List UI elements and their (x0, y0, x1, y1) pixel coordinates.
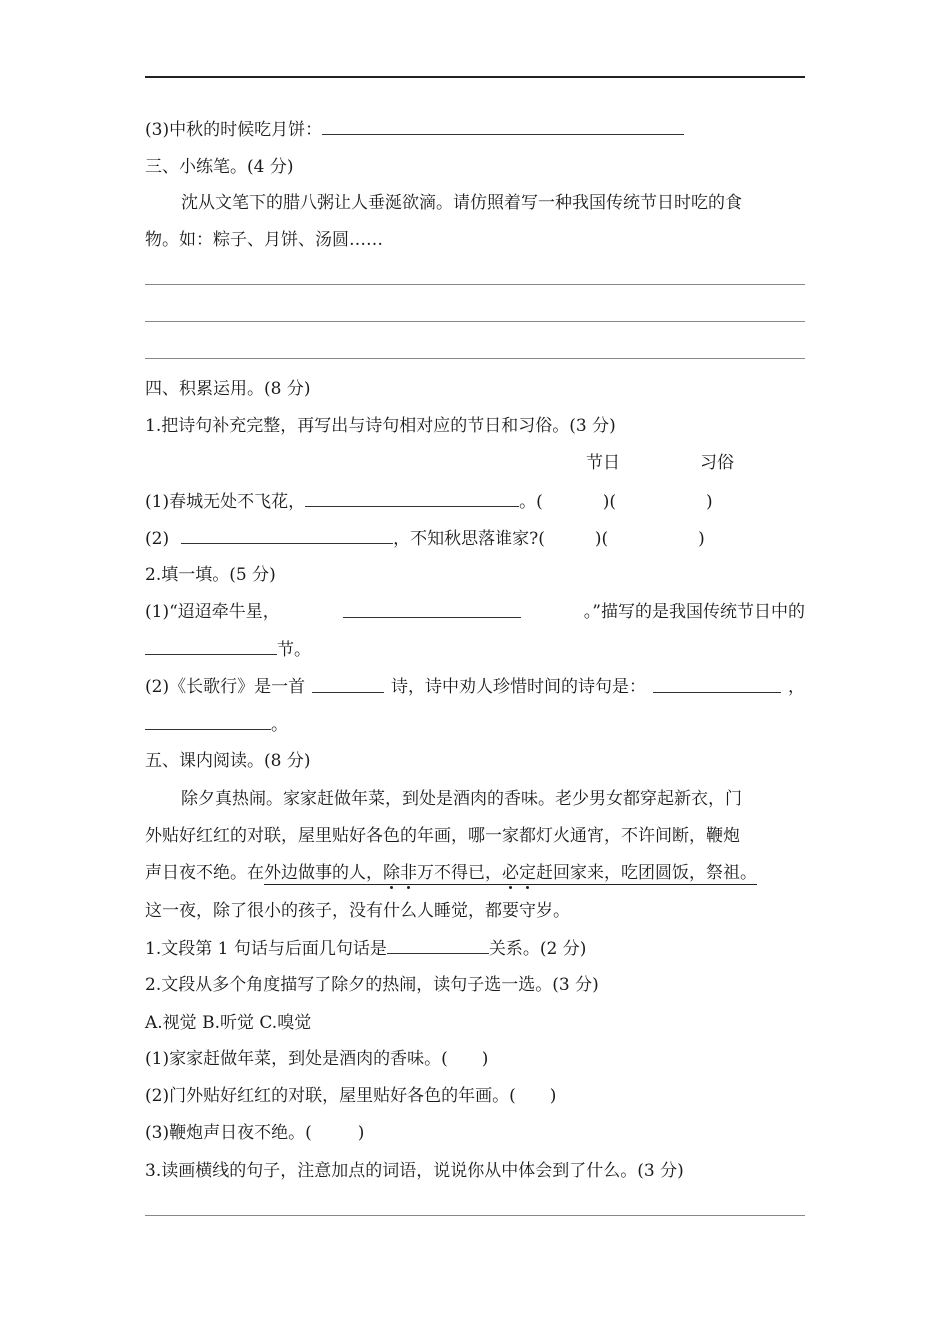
s5-q1: 1.文段第 1 句话与后面几句话是 关系。(2 分) (145, 939, 587, 959)
passage-line1: 除夕真热闹。家家赶做年菜，到处是酒肉的香味。老少男女都穿起新衣，门 (181, 789, 742, 809)
relation-blank[interactable] (387, 937, 489, 954)
section5-title: 五、课内阅读。(8 分) (145, 751, 311, 771)
poem-line-blank[interactable] (145, 713, 271, 730)
passage-line3: 声日夜不绝。在外边做事的人，除非万不得已，必定赶回家来，吃团圆饭，祭祖。 (145, 863, 757, 883)
poem-line-blank[interactable] (653, 676, 781, 693)
writing-line[interactable] (145, 284, 805, 285)
dotted-char: 非 (400, 863, 417, 883)
q3-mooncake: (3)中秋的时候吃月饼： (145, 118, 684, 141)
poem-blank[interactable] (305, 490, 519, 507)
column-custom: 习俗 (700, 453, 734, 473)
passage-line4: 这一夜，除了很小的孩子，没有什么人睡觉，都要守岁。 (145, 901, 570, 921)
s5-q3-title: 3.读画横线的句子，注意加点的词语，说说你从中体会到了什么。(3 分) (145, 1161, 684, 1181)
section4-q2-title: 2.填一填。(5 分) (145, 565, 276, 585)
q2-1-line2: 节。 (145, 638, 311, 661)
section3-prompt-line2: 物。如：粽子、月饼、汤圆…… (145, 230, 383, 250)
writing-line[interactable] (145, 321, 805, 322)
s5-q2-1: (1)家家赶做年菜，到处是酒肉的香味。( ) (145, 1049, 489, 1069)
festival-blank[interactable] (145, 638, 277, 655)
q2-2-line2: 。 (145, 713, 288, 736)
underlined-sentence: 外边做事的人，除非万不得已，必定赶回家来，吃团圆饭，祭祖。 (264, 863, 757, 883)
dotted-char: 必 (502, 863, 519, 883)
q1-2: (2) ，不知秋思落谁家?( )( ) (145, 529, 705, 549)
q1-1: (1)春城无处不飞花， 。( )( ) (145, 492, 713, 512)
passage-line2: 外贴好红红的对联，屋里贴好各色的年画，哪一家都灯火通宵，不许间断，鞭炮 (145, 826, 740, 846)
section4-title: 四、积累运用。(8 分) (145, 379, 311, 399)
dotted-char: 除 (383, 863, 400, 883)
poem-blank[interactable] (181, 527, 393, 544)
dotted-char: 定 (519, 863, 536, 883)
s5-q2-2: (2)门外贴好红红的对联，屋里贴好各色的年画。( ) (145, 1086, 557, 1106)
section3-title: 三、小练笔。(4 分) (145, 157, 294, 177)
top-rule (145, 76, 805, 78)
q2-1-line1: (1)“迢迢牵牛星， 。”描写的是我国传统节日中的 (145, 602, 805, 622)
writing-line[interactable] (145, 1215, 805, 1216)
writing-line[interactable] (145, 358, 805, 359)
s5-options: A.视觉 B.听觉 C.嗅觉 (145, 1013, 312, 1033)
section3-prompt-line1: 沈从文笔下的腊八粥让人垂涎欲滴。请仿照着写一种我国传统节日时吃的食 (181, 193, 742, 213)
s5-q2-title: 2.文段从多个角度描写了除夕的热闹，读句子选一选。(3 分) (145, 975, 599, 995)
poem-blank[interactable] (343, 601, 521, 618)
section4-q1-title: 1.把诗句补充完整，再写出与诗句相对应的节日和习俗。(3 分) (145, 416, 616, 436)
s5-q2-3: (3)鞭炮声日夜不绝。( ) (145, 1123, 365, 1143)
answer-blank[interactable] (322, 118, 684, 135)
q2-2-line1: (2)《长歌行》是一首 诗，诗中劝人珍惜时间的诗句是： ， (145, 677, 805, 697)
column-festival: 节日 (586, 453, 620, 473)
poem-type-blank[interactable] (312, 676, 384, 693)
